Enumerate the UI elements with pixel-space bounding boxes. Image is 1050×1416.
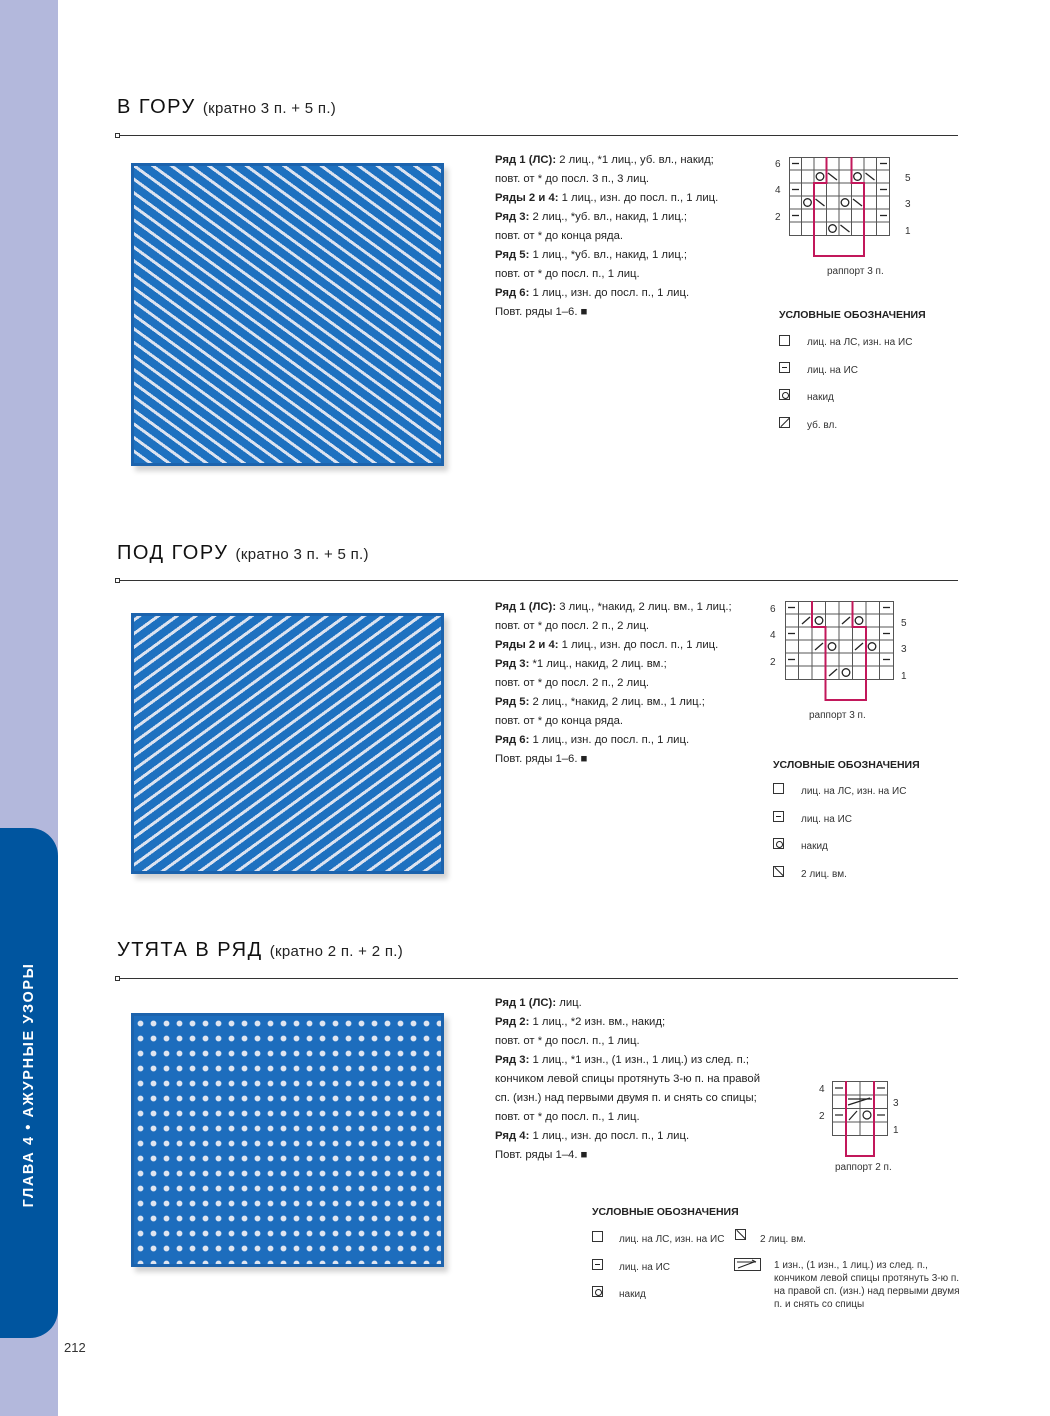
row-number: 3: [905, 199, 911, 210]
instruction-line: Ряды 2 и 4: 1 лиц., изн. до посл. п., 1 лиц.: [495, 639, 719, 651]
legend-title: УСЛОВНЫЕ ОБОЗНАЧЕНИЯ: [773, 759, 920, 771]
instruction-line: Ряды 2 и 4: 1 лиц., изн. до посл. п., 1 лиц.: [495, 192, 719, 204]
k2tog-icon: [735, 1229, 746, 1240]
row-number: 4: [770, 630, 776, 641]
instruction-line: Ряд 1 (ЛС): 2 лиц., *1 лиц., уб. вл., накид;: [495, 154, 714, 166]
instruction-line: повт. от * до посл. 3 п., 3 лиц.: [495, 173, 650, 185]
repeat-bracket: [789, 236, 901, 266]
section-rule: [117, 978, 958, 979]
instruction-line: Ряд 1 (ЛС): 3 лиц., *накид, 2 лиц. вм., 1 лиц.;: [495, 601, 732, 613]
instruction-line: Ряд 3: 1 лиц., *1 изн., (1 изн., 1 лиц.) из след. п.;: [495, 1054, 749, 1066]
instruction-line: повт. от * до конца ряда.: [495, 715, 624, 727]
instruction-line: Ряд 6: 1 лиц., изн. до посл. п., 1 лиц.: [495, 287, 690, 299]
instructions: [495, 151, 718, 322]
k2tog-icon: [773, 866, 784, 877]
legend-title: УСЛОВНЫЕ ОБОЗНАЧЕНИЯ: [592, 1206, 739, 1218]
row-number: 1: [901, 671, 907, 682]
legend-label: 2 лиц. вм.: [760, 1234, 806, 1245]
instruction-line: повт. от * до посл. 2 п., 2 лиц.: [495, 620, 650, 632]
yarn-over-icon: [592, 1286, 603, 1297]
legend-label: накид: [801, 841, 828, 852]
special-stitch-icon: [734, 1258, 762, 1272]
section-title-utyata: [117, 939, 403, 962]
knit-stitch-icon: [592, 1231, 603, 1242]
repeat-label: раппорт 3 п.: [827, 266, 884, 277]
row-number: 5: [901, 618, 907, 629]
legend-label: 1 изн., (1 изн., 1 лиц.) из след. п., кончиком левой спицы протянуть 3-ю п. на правой сп. (изн.) над первыми двумя п. и снять со спицы: [774, 1260, 960, 1310]
instruction-line: Ряд 3: 2 лиц., *уб. вл., накид, 1 лиц.;: [495, 211, 688, 223]
ssk-icon: [779, 417, 790, 428]
row-number: 2: [819, 1111, 825, 1122]
row-number: 3: [893, 1098, 899, 1109]
instruction-line: сп. (изн.) над первыми двумя п. и снять со спицы;: [495, 1092, 757, 1104]
legend-label: уб. вл.: [807, 420, 838, 431]
instruction-line: повт. от * до конца ряда.: [495, 230, 624, 242]
row-number: 2: [775, 212, 781, 223]
instruction-line: Ряд 3: *1 лиц., накид, 2 лиц. вм.;: [495, 658, 667, 670]
purl-stitch-icon: [592, 1259, 603, 1270]
chart-grid: [832, 1081, 892, 1137]
section-rule: [117, 580, 958, 581]
legend-label: лиц. на ИС: [619, 1262, 670, 1273]
instruction-line: Повт. ряды 1–4. ■: [495, 1149, 588, 1161]
instruction-line: повт. от * до посл. п., 1 лиц.: [495, 268, 640, 280]
section-title-text: В ГОРУ: [117, 96, 196, 118]
legend-label: накид: [807, 392, 834, 403]
instruction-line: повт. от * до посл. п., 1 лиц.: [495, 1035, 640, 1047]
knit-swatch-photo: [131, 1013, 444, 1267]
purl-stitch-icon: [779, 362, 790, 373]
legend-label: лиц. на ЛС, изн. на ИС: [807, 337, 913, 348]
purl-stitch-icon: [773, 811, 784, 822]
instruction-line: Ряд 1 (ЛС): лиц.: [495, 997, 582, 1009]
instruction-line: Повт. ряды 1–6. ■: [495, 753, 588, 765]
legend-label: лиц. на ИС: [801, 814, 852, 825]
section-rule: [117, 135, 958, 136]
knit-stitch-icon: [773, 783, 784, 794]
section-title-text: ПОД ГОРУ: [117, 542, 229, 564]
yarn-over-icon: [773, 838, 784, 849]
repeat-label: раппорт 3 п.: [809, 710, 866, 721]
instruction-line: Повт. ряды 1–6. ■: [495, 306, 588, 318]
legend-label: лиц. на ЛС, изн. на ИС: [801, 786, 907, 797]
repeat-bracket: [785, 680, 897, 710]
page-number: 212: [64, 1340, 86, 1355]
instruction-line: повт. от * до посл. п., 1 лиц.: [495, 1111, 640, 1123]
yarn-over-icon: [779, 389, 790, 400]
section-multiple: (кратно 2 п. + 2 п.): [269, 943, 403, 960]
legend-label: 2 лиц. вм.: [801, 869, 847, 880]
instruction-line: Ряд 2: 1 лиц., *2 изн. вм., накид;: [495, 1016, 666, 1028]
row-number: 3: [901, 644, 907, 655]
section-title-v-goru: [117, 96, 336, 119]
row-number: 4: [819, 1084, 825, 1095]
legend-label: лиц. на ЛС, изн. на ИС: [619, 1234, 725, 1245]
section-multiple: (кратно 3 п. + 5 п.): [235, 546, 369, 563]
row-number: 4: [775, 185, 781, 196]
section-title-pod-goru: [117, 542, 369, 565]
chart-grid: [789, 157, 901, 237]
knit-swatch-photo: [131, 613, 444, 874]
repeat-label: раппорт 2 п.: [835, 1162, 892, 1173]
instruction-line: кончиком левой спицы протянуть 3-ю п. на правой: [495, 1073, 761, 1085]
chapter-label: ГЛАВА 4 • АЖУРНЫЕ УЗОРЫ: [21, 962, 37, 1208]
instruction-line: повт. от * до посл. 2 п., 2 лиц.: [495, 677, 650, 689]
section-multiple: (кратно 3 п. + 5 п.): [202, 100, 337, 117]
row-number: 6: [770, 604, 776, 615]
row-number: 1: [893, 1125, 899, 1136]
knit-swatch-photo: [131, 163, 444, 466]
instruction-line: Ряд 6: 1 лиц., изн. до посл. п., 1 лиц.: [495, 734, 690, 746]
row-number: 1: [905, 226, 911, 237]
knit-stitch-icon: [779, 335, 790, 346]
chart-grid: [785, 601, 897, 681]
instructions: [495, 598, 732, 769]
instruction-line: Ряд 5: 2 лиц., *накид, 2 лиц. вм., 1 лиц.;: [495, 696, 705, 708]
row-number: 5: [905, 173, 911, 184]
instructions: [495, 994, 760, 1165]
instruction-line: Ряд 4: 1 лиц., изн. до посл. п., 1 лиц.: [495, 1130, 690, 1142]
instruction-line: Ряд 5: 1 лиц., *уб. вл., накид, 1 лиц.;: [495, 249, 688, 261]
legend-label: накид: [619, 1289, 646, 1300]
row-number: 6: [775, 159, 781, 170]
row-number: 2: [770, 657, 776, 668]
section-title-text: УТЯТА В РЯД: [117, 939, 263, 961]
legend-label: лиц. на ИС: [807, 365, 858, 376]
legend-title: УСЛОВНЫЕ ОБОЗНАЧЕНИЯ: [779, 309, 926, 321]
repeat-bracket: [832, 1136, 892, 1162]
